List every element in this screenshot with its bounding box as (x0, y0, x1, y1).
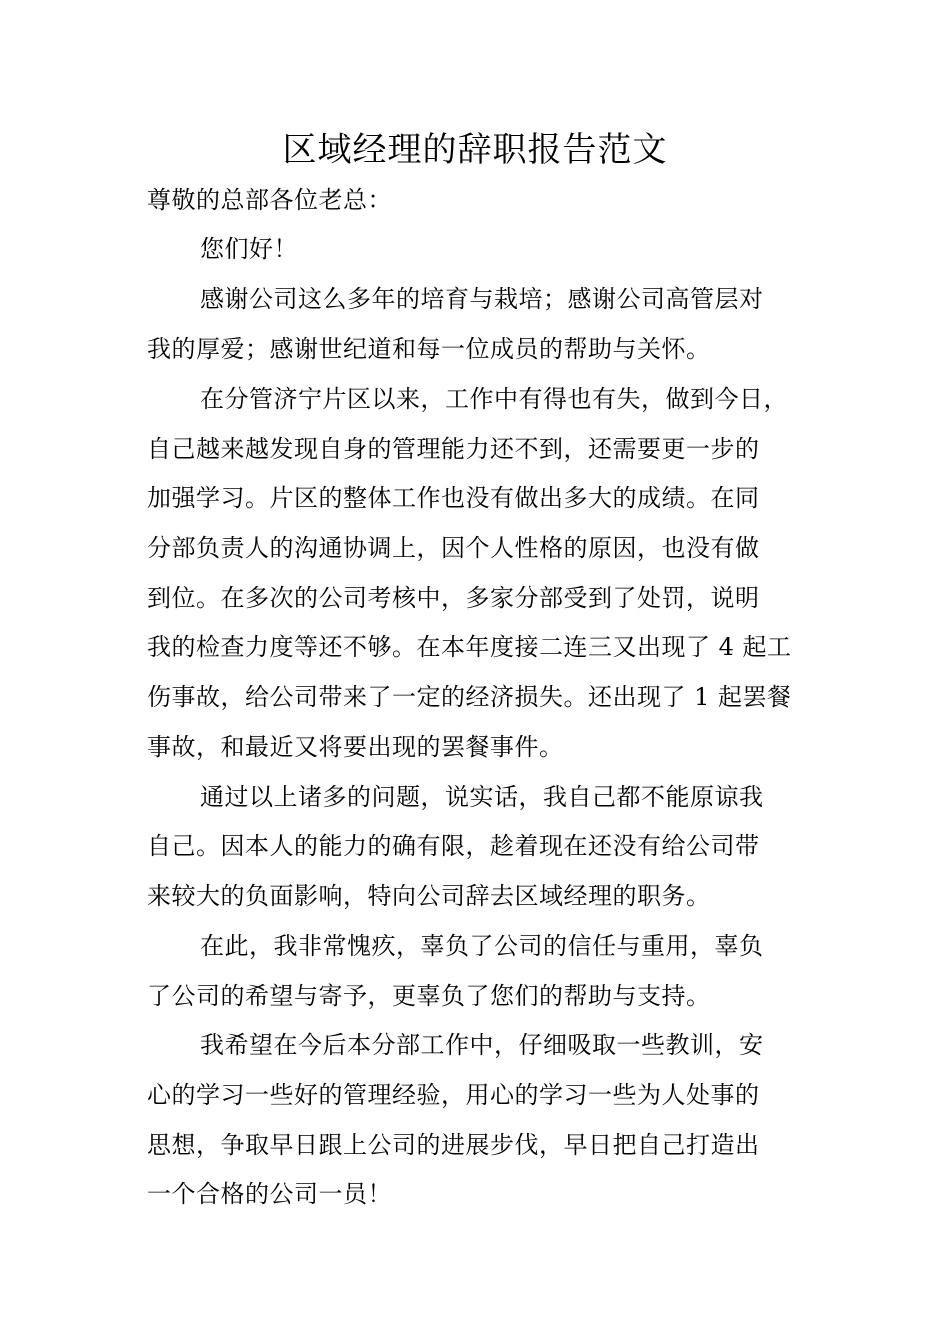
paragraph-line: 自己。因本人的能力的确有限，趁着现在还没有给公司带 (147, 832, 760, 860)
paragraph-line: 了公司的希望与寄予，更辜负了您们的帮助与支持。 (147, 982, 711, 1010)
paragraph-line: 一个合格的公司一员！ (147, 1180, 392, 1208)
paragraph-line: 我的厚爱；感谢世纪道和每一位成员的帮助与关怀。 (147, 335, 711, 363)
paragraph-line: 到位。在多次的公司考核中，多家分部受到了处罚，说明 (147, 584, 760, 612)
paragraph-line: 我的检查力度等还不够。在本年度接二连三又出现了 4 起工 (147, 633, 792, 661)
paragraph-line: 伤事故，给公司带来了一定的经济损失。还出现了 1 起罢餐 (147, 683, 792, 711)
paragraph-line: 事故，和最近又将要出现的罢餐事件。 (147, 733, 564, 761)
paragraph-line: 来较大的负面影响，特向公司辞去区域经理的职务。 (147, 882, 711, 910)
salutation: 尊敬的总部各位老总： (147, 186, 392, 214)
paragraph-line: 在分管济宁片区以来，工作中有得也有失，做到今日， (200, 385, 788, 413)
paragraph-line: 通过以上诸多的问题，说实话，我自己都不能原谅我 (200, 783, 764, 811)
paragraph-line: 自己越来越发现自身的管理能力还不到，还需要更一步的 (147, 435, 760, 463)
greeting: 您们好！ (200, 235, 298, 263)
paragraph-line: 在此，我非常愧疚，辜负了公司的信任与重用，辜负 (200, 932, 764, 960)
paragraph-line: 分部负责人的沟通协调上，因个人性格的原因，也没有做 (147, 534, 760, 562)
paragraph-line: 思想，争取早日跟上公司的进展步伐，早日把自己打造出 (147, 1131, 760, 1159)
paragraph-line: 心的学习一些好的管理经验，用心的学习一些为人处事的 (147, 1081, 760, 1109)
paragraph-line: 感谢公司这么多年的培育与栽培；感谢公司高管层对 (200, 285, 764, 313)
paragraph-line: 加强学习。片区的整体工作也没有做出多大的成绩。在同 (147, 484, 760, 512)
paragraph-line: 我希望在今后本分部工作中，仔细吸取一些教训，安 (200, 1031, 764, 1059)
document-title: 区域经理的辞职报告范文 (282, 130, 668, 170)
